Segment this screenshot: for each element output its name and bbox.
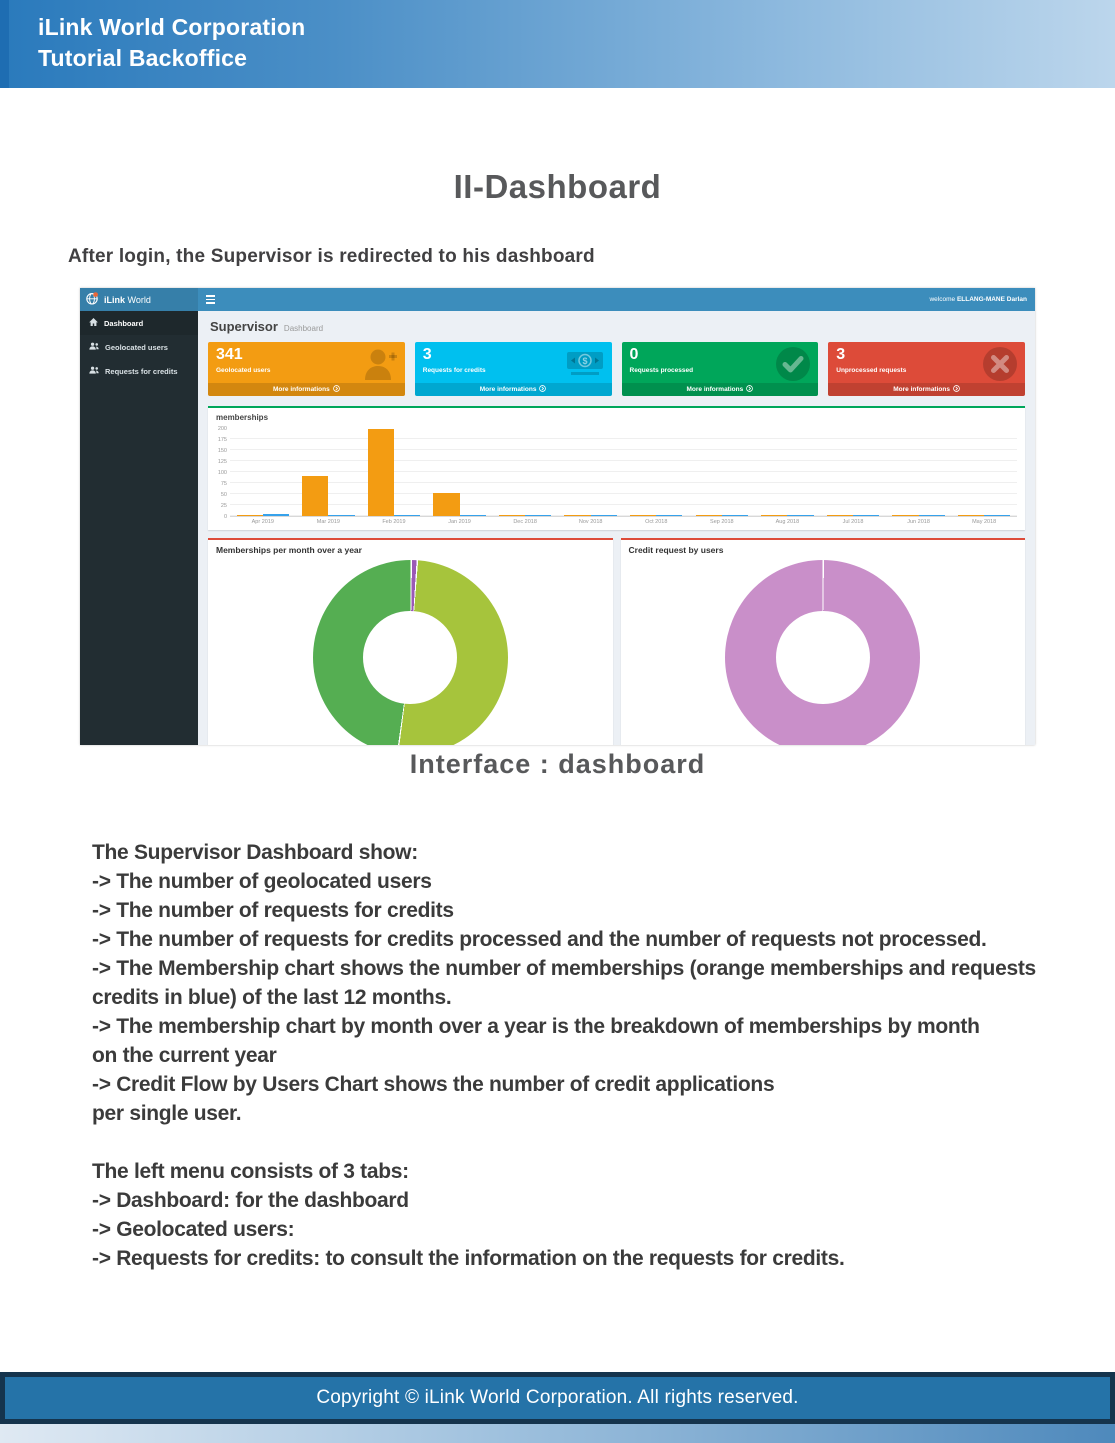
bar bbox=[263, 514, 289, 516]
bar-group bbox=[755, 429, 821, 516]
y-axis-tick: 150 bbox=[217, 448, 227, 454]
memberships-bar-chart bbox=[208, 425, 1025, 520]
bar-group bbox=[820, 429, 886, 516]
bar bbox=[237, 515, 263, 516]
sidebar-item-label: Requests for credits bbox=[105, 366, 178, 376]
bar bbox=[787, 515, 813, 516]
bar bbox=[525, 515, 551, 516]
bar-group bbox=[951, 429, 1017, 516]
y-axis-tick: 200 bbox=[217, 426, 227, 432]
dashboard-content bbox=[198, 311, 1035, 745]
bar bbox=[302, 476, 328, 516]
bar-group bbox=[886, 429, 952, 516]
y-axis-tick: 175 bbox=[217, 437, 227, 443]
memberships-donut-chart bbox=[313, 560, 508, 745]
x-axis-label: Jul 2018 bbox=[842, 519, 864, 525]
bar-group bbox=[689, 429, 755, 516]
arrow-circle-icon bbox=[746, 385, 753, 394]
breadcrumb: Dashboard bbox=[283, 324, 324, 333]
y-axis-tick: 75 bbox=[220, 481, 227, 487]
users-icon bbox=[89, 342, 99, 352]
bar-group bbox=[230, 429, 296, 516]
y-axis-tick: 0 bbox=[223, 514, 227, 520]
bar-chart-plot bbox=[230, 429, 1017, 517]
donut-charts-row bbox=[208, 538, 1025, 745]
doc-caption: Interface : dashboard bbox=[409, 749, 706, 779]
more-informations-link[interactable]: More informations bbox=[622, 383, 819, 396]
bar bbox=[591, 515, 617, 516]
stat-value: 3 bbox=[836, 346, 846, 363]
globe-logo-icon bbox=[86, 292, 99, 307]
arrow-circle-icon bbox=[333, 385, 340, 394]
x-axis-label: Dec 2018 bbox=[513, 519, 537, 525]
chart-title: Credit request by users bbox=[628, 545, 724, 555]
check-circle-icon bbox=[775, 346, 811, 387]
bar-group bbox=[296, 429, 362, 516]
content-heading bbox=[210, 319, 1025, 334]
body-text bbox=[92, 838, 1082, 1273]
bottom-gradient-strip bbox=[0, 1424, 1115, 1443]
sidebar-item-requests-for-credits[interactable] bbox=[80, 359, 198, 383]
arrow-circle-icon bbox=[539, 385, 546, 394]
x-axis-label: Jan 2019 bbox=[448, 519, 471, 525]
x-axis-label: Apr 2019 bbox=[251, 519, 274, 525]
bar bbox=[853, 515, 879, 516]
copyright-text: Copyright © iLink World Corporation. All rights reserved. bbox=[316, 1387, 799, 1408]
bar bbox=[630, 515, 656, 516]
bar bbox=[827, 515, 853, 516]
body-text-line: -> The number of geolocated users bbox=[92, 870, 432, 893]
bar bbox=[394, 515, 420, 516]
stat-value: 3 bbox=[422, 346, 432, 363]
bar bbox=[433, 493, 459, 516]
body-text-line: -> The number of requests for credits processed and the number of requests not processed. bbox=[92, 928, 987, 951]
bar-chart-yaxis bbox=[214, 426, 230, 520]
brand bbox=[80, 288, 198, 311]
svg-text:$: $ bbox=[581, 356, 588, 366]
stat-card-geolocated-users bbox=[208, 342, 405, 396]
x-axis-label: May 2018 bbox=[972, 519, 997, 525]
body-text-line: -> The number of requests for credits bbox=[92, 899, 454, 922]
body-text-line: -> Requests for credits: to consult the information on the requests for credits. bbox=[92, 1247, 845, 1270]
y-axis-tick: 100 bbox=[217, 470, 227, 476]
dashboard-screenshot bbox=[80, 288, 1035, 745]
body-text-line: on the current year bbox=[92, 1044, 277, 1067]
sidebar-item-geolocated-users[interactable] bbox=[80, 335, 198, 359]
stat-cards-row bbox=[208, 342, 1025, 396]
page-footer bbox=[0, 1372, 1115, 1424]
stat-label: Requests for credits bbox=[422, 367, 486, 374]
bar bbox=[892, 515, 918, 516]
memberships-per-month-box bbox=[208, 538, 613, 745]
doc-intro: After login, the Supervisor is redirected to his dashboard bbox=[68, 246, 595, 267]
stat-label: Unprocessed requests bbox=[836, 367, 907, 374]
stat-card-body bbox=[622, 342, 819, 383]
body-text-line: per single user. bbox=[92, 1102, 242, 1125]
bar bbox=[656, 515, 682, 516]
home-icon bbox=[89, 318, 98, 328]
body-text-line: credits in blue) of the last 12 months. bbox=[92, 986, 452, 1009]
x-axis-label: Nov 2018 bbox=[578, 519, 603, 525]
close-circle-icon bbox=[982, 346, 1018, 387]
body-text-line: -> Credit Flow by Users Chart shows the number of credit applications bbox=[92, 1073, 775, 1096]
stat-card-body bbox=[415, 342, 612, 383]
x-axis-label: Feb 2019 bbox=[382, 519, 406, 525]
users-icon bbox=[89, 366, 99, 376]
memberships-chart-box bbox=[208, 406, 1025, 530]
body-text-line: The Supervisor Dashboard show: bbox=[92, 841, 418, 864]
bar bbox=[958, 515, 984, 516]
stat-card-body bbox=[208, 342, 405, 383]
navbar bbox=[198, 288, 1035, 311]
x-axis-label: Aug 2018 bbox=[775, 519, 800, 525]
sidebar-item-dashboard[interactable] bbox=[80, 311, 198, 335]
x-axis-label: Jun 2018 bbox=[907, 519, 930, 525]
body-text-line: The left menu consists of 3 tabs: bbox=[92, 1160, 409, 1183]
sidebar-item-label: Geolocated users bbox=[105, 342, 168, 352]
bar bbox=[564, 515, 590, 516]
x-axis-label: Oct 2018 bbox=[645, 519, 668, 525]
bar bbox=[368, 429, 394, 516]
stat-value: 341 bbox=[216, 346, 243, 363]
body-text-line: -> Dashboard: for the dashboard bbox=[92, 1189, 409, 1212]
credit-request-by-users-box bbox=[621, 538, 1026, 745]
bar-group bbox=[427, 429, 493, 516]
stat-label: Geolocated users bbox=[216, 367, 271, 374]
credit-request-donut-chart bbox=[725, 560, 920, 745]
more-informations-link[interactable]: More informations bbox=[828, 383, 1025, 396]
bar-group bbox=[623, 429, 689, 516]
hamburger-menu-icon[interactable] bbox=[206, 295, 215, 304]
bar bbox=[499, 515, 525, 516]
sidebar-item-label: Dashboard bbox=[104, 318, 144, 328]
bar-group bbox=[361, 429, 427, 516]
stat-card-requests-for-credits bbox=[415, 342, 612, 396]
stat-card-unprocessed-requests bbox=[828, 342, 1025, 396]
y-axis-tick: 125 bbox=[217, 459, 227, 465]
header-line-2: Tutorial Backoffice bbox=[38, 45, 248, 71]
body-text-line bbox=[92, 1128, 1082, 1157]
stat-card-requests-processed bbox=[622, 342, 819, 396]
stat-card-body bbox=[828, 342, 1025, 383]
x-axis-label: Sep 2018 bbox=[710, 519, 734, 525]
bar-group bbox=[558, 429, 624, 516]
body-text-line: -> Geolocated users: bbox=[92, 1218, 295, 1241]
bar bbox=[328, 515, 354, 516]
chart-title: memberships bbox=[216, 413, 269, 422]
bar bbox=[761, 515, 787, 516]
dashboard-sidebar bbox=[80, 311, 198, 745]
body-text-line: -> The Membership chart shows the number of memberships (orange memberships and requests bbox=[92, 957, 1036, 980]
y-axis-tick: 50 bbox=[220, 492, 227, 498]
header-line-1: iLink World Corporation bbox=[38, 14, 306, 40]
doc-title: II-Dashboard bbox=[453, 168, 662, 205]
stat-label: Requests processed bbox=[629, 367, 694, 374]
brand-name: iLink World bbox=[104, 294, 151, 305]
bar bbox=[460, 515, 486, 516]
money-icon bbox=[565, 346, 605, 383]
body-text-line: -> The membership chart by month over a year is the breakdown of memberships by month bbox=[92, 1015, 980, 1038]
welcome-user[interactable]: welcome ELLANG-MANE Darlan bbox=[929, 296, 1027, 303]
y-axis-tick: 25 bbox=[220, 503, 227, 509]
bar-chart-xlabels bbox=[208, 517, 1025, 530]
dashboard-navbar bbox=[80, 288, 1035, 311]
bar-group bbox=[492, 429, 558, 516]
arrow-circle-icon bbox=[953, 385, 960, 394]
page-header bbox=[0, 0, 1115, 88]
bar bbox=[722, 515, 748, 516]
chart-title: Memberships per month over a year bbox=[216, 545, 362, 555]
bar bbox=[696, 515, 722, 516]
stat-value: 0 bbox=[629, 346, 639, 363]
user-plus-icon bbox=[362, 346, 398, 385]
page-title: Supervisor bbox=[210, 319, 278, 334]
x-axis-label: Mar 2019 bbox=[316, 519, 340, 525]
more-informations-link[interactable]: More informations bbox=[415, 383, 612, 396]
bar bbox=[919, 515, 945, 516]
bar bbox=[984, 515, 1010, 516]
more-informations-link[interactable]: More informations bbox=[208, 383, 405, 396]
